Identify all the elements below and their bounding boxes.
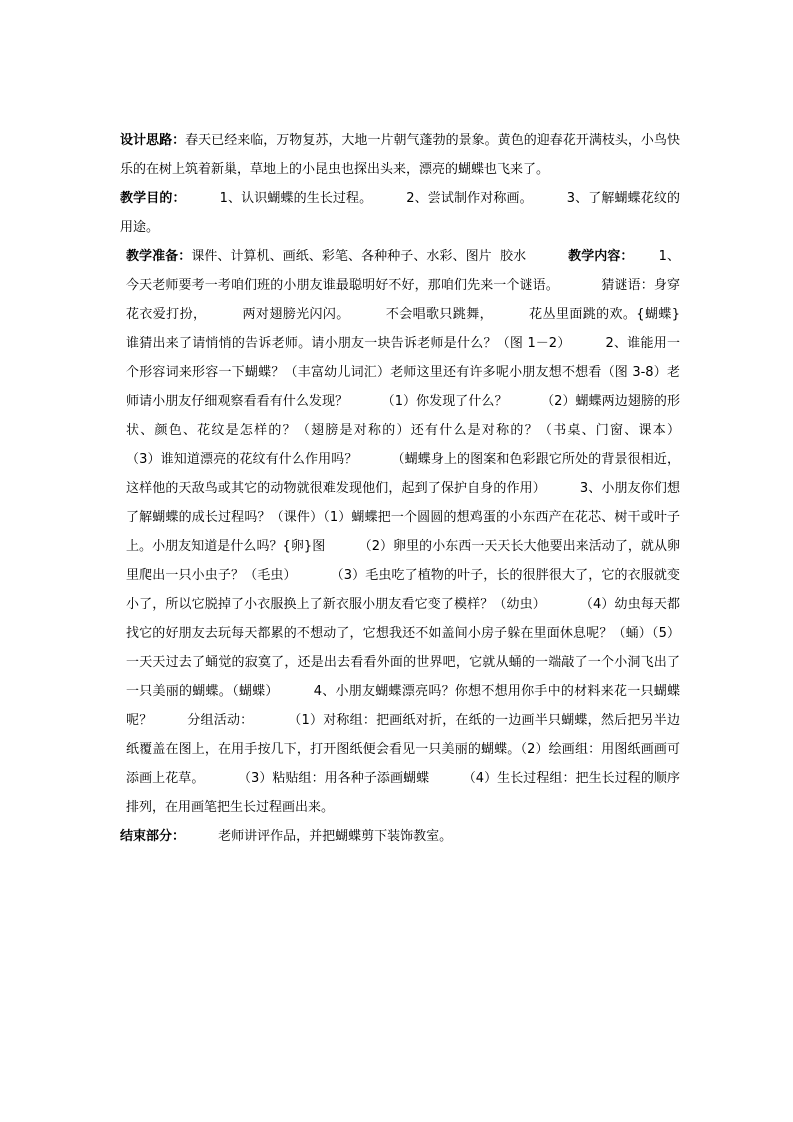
design-paragraph: [120, 126, 680, 184]
ending-text: 老师讲评作品，并把蝴蝶剪下装饰教室。: [185, 829, 453, 844]
content-label: 教学内容：: [568, 249, 634, 264]
goals-text: 1、认识蝴蝶的生长过程。 2、尝试制作对称画。 3、了解蝴蝶花纹的用途。: [120, 191, 680, 235]
document-body: [120, 126, 714, 851]
design-label: 设计思路：: [120, 133, 186, 148]
ending-paragraph: [120, 822, 680, 851]
goals-paragraph: [120, 184, 680, 242]
prep-paragraph: [120, 242, 714, 822]
prep-label: 教学准备：: [126, 249, 192, 264]
goals-label: 教学目的：: [120, 191, 186, 206]
content-text: 1、今天老师要考一考咱们班的小朋友谁最聪明好不好，那咱们先来一个谜语。 猜谜语：身穿花衣爱打扮， 两对翅膀光闪闪。 不会唱歌只跳舞， 花丛里面跳的欢。{蝴蝶} 谁猜出来了请悄悄的告诉老师。请小朋友一块告诉老师是什么？（图 1－2） 2、谁能用一个形容词来形容一下蝴蝶？（丰富幼儿词汇）老师这里还有许多呢小朋友想不想看（图 3-8）老师请小朋友仔细观察看看有什么发现？ （1）你发现了什么？ （2）蝴蝶两边翅膀的形状、颜色、花纹是怎样的？（翅膀是对称的）还有什么是对称的？（书桌、门窗、课本） （3）谁知道漂亮的花纹有什么作用吗？ （蝴蝶身上的图案和色彩跟它所处的背景很相近，这样他的天敌鸟或其它的动物就很难发现他们，起到了保护自身的作用） 3、小朋友你们想了解蝴蝶的成长过程吗？（课件）（1）蝴蝶把一个圆圆的想鸡蛋的小东西产在花芯、树干或叶子上。小朋友知道是什么吗？{卵}图 （2）卵里的小东西一天天长大他要出来活动了，就从卵里爬出一只小虫子？（毛虫） （3）毛虫吃了植物的叶子，长的很胖很大了，它的衣服就变小了，所以它脱掉了小衣服换上了新衣服小朋友看它变了模样？（幼虫） （4）幼虫每天都找它的好朋友去玩每天都累的不想动了，它想我还不如盖间小房子躲在里面休息呢？（蛹）（5）一天天过去了蛹觉的寂寞了，还是出去看看外面的世界吧，它就从蛹的一端敲了一个小洞飞出了一只美丽的蝴蝶。（蝴蝶） 4、小朋友蝴蝶漂亮吗？你想不想用你手中的材料来花一只蝴蝶呢？ 分组活动： （1）对称组：把画纸对折，在纸的一边画半只蝴蝶，然后把另半边纸覆盖在图上，在用手按几下，打开图纸便会看见一只美丽的蝴蝶。（2）绘画组：用图纸画画可添画上花草。 （3）粘贴组：用各种子添画蝴蝶 （4）生长过程组：把生长过程的顺序排列，在用画笔把生长过程画出来。: [126, 249, 714, 815]
ending-label: 结束部分：: [120, 829, 186, 844]
prep-text: 课件、计算机、画纸、彩笔、各种种子、水彩、图片 胶水: [191, 249, 569, 264]
design-text: 春天已经来临，万物复苏，大地一片朝气蓬勃的景象。黄色的迎春花开满枝头，小鸟快乐的在树上筑着新巢，草地上的小昆虫也探出头来，漂亮的蝴蝶也飞来了。: [120, 133, 680, 177]
